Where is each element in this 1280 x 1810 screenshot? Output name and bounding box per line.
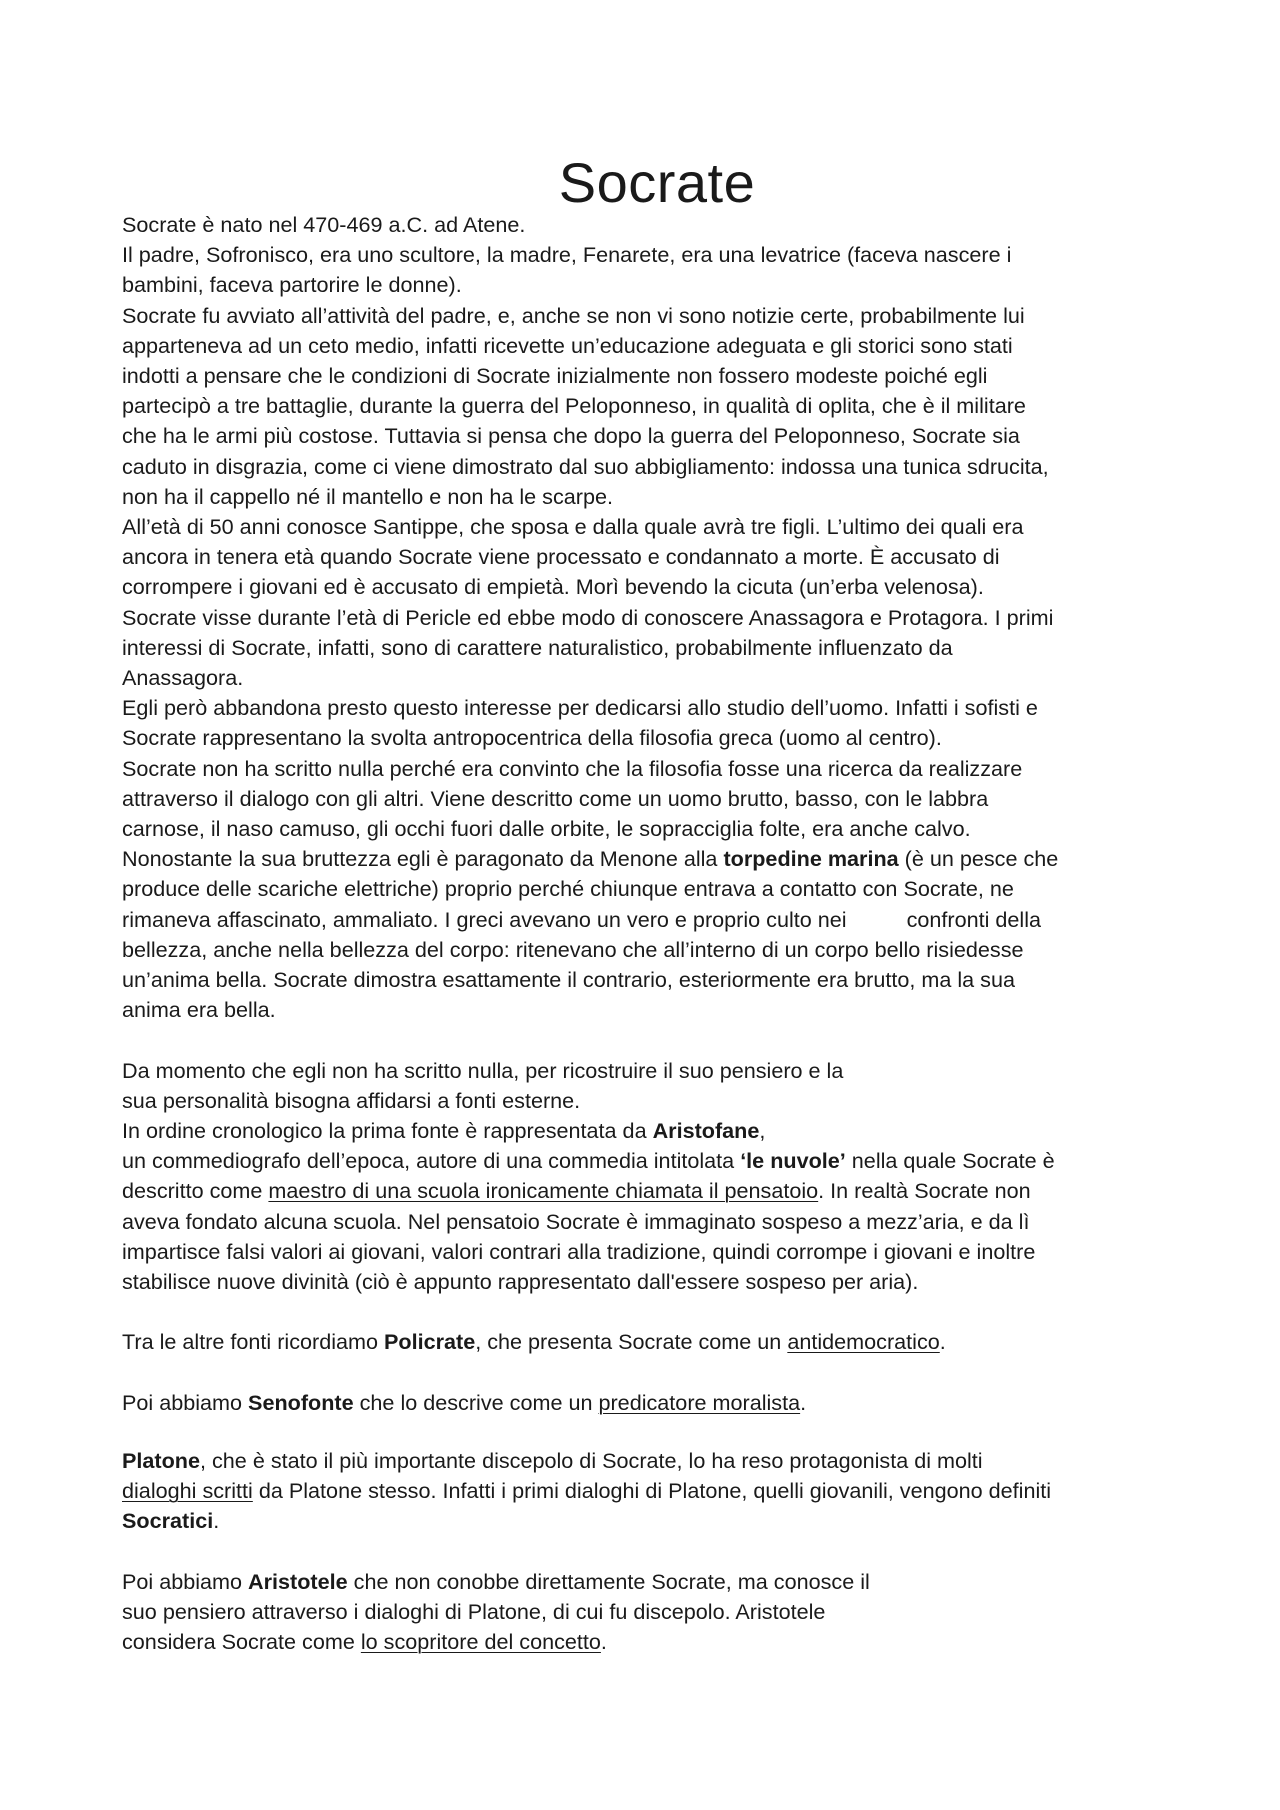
text-run: (è un pesce che	[898, 846, 1059, 872]
text-run: .	[800, 1389, 807, 1415]
text-run: . In realtà Socrate non	[818, 1178, 1031, 1204]
text-run: un commediografo dell’epoca, autore di una commedia intitolata	[122, 1148, 741, 1174]
text-line: Socrate è nato nel 470-469 a.C. ad Atene.	[122, 212, 526, 237]
text-run: che non conobbe direttamente Socrate, ma conosce il	[347, 1568, 870, 1594]
paragraph-gap	[122, 1025, 1162, 1055]
text-line: Socrate visse durante l’età di Pericle ed ebbe modo di conoscere Anassagora e Protagora. I primi	[122, 604, 1054, 630]
text-line: Socrate non ha scritto nulla perché era convinto che la filosofia fosse una ricerca da realizzare	[122, 755, 1023, 781]
text-run: ,	[759, 1118, 766, 1144]
paragraph-gap	[122, 1537, 1162, 1567]
bold-term-policrate: Policrate	[384, 1329, 476, 1355]
text-line: bambini, faceva partorire le donne).	[122, 272, 462, 298]
text-line: carnose, il naso camuso, gli occhi fuori dalle orbite, le sopracciglia folte, era anche calvo.	[122, 816, 971, 842]
text-line: interessi di Socrate, infatti, sono di carattere naturalistico, probabilmente influenzato da	[122, 634, 953, 660]
text-line: un’anima bella. Socrate dimostra esattamente il contrario, esteriormente era brutto, ma la sua	[122, 967, 1015, 993]
bold-term-senofonte: Senofonte	[248, 1389, 354, 1415]
underlined-term-scopritore-del-concetto: lo scopritore del concetto	[360, 1629, 601, 1655]
text-run: .	[939, 1329, 946, 1355]
text-line-maestro	[122, 1176, 1162, 1206]
text-line: caduto in disgrazia, come ci viene dimostrato dal suo abbigliamento: indossa una tunica sdrucita,	[122, 453, 1049, 479]
text-line: produce delle scariche elettriche) proprio perché chiunque entrava a contatto con Socrate, ne	[122, 876, 1014, 902]
text-line: All’età di 50 anni conosce Santippe, che sposa e dalla quale avrà tre figli. L’ultimo dei quali era	[122, 514, 1024, 540]
text-line: non ha il cappello né il mantello e non ha le scarpe.	[122, 483, 613, 509]
text-line: Il padre, Sofronisco, era uno scultore, la madre, Fenarete, era una levatrice (faceva nascere i	[122, 242, 1012, 268]
text-line-senofonte	[122, 1388, 1162, 1418]
text-run: , che è stato il più importante discepolo di Socrate, lo ha reso protagonista di molti	[200, 1448, 983, 1474]
text-line-platone	[122, 1446, 1162, 1476]
text-run: , che presenta Socrate come un	[475, 1329, 788, 1355]
text-line-socratici	[122, 1506, 1162, 1536]
text-line-concetto	[122, 1627, 1162, 1657]
text-line: Socrate rappresentano la svolta antropocentrica della filosofia greca (uomo al centro).	[122, 725, 942, 751]
text-run: .	[600, 1629, 607, 1655]
text-line: corrompere i giovani ed è accusato di empietà. Morì bevendo la cicuta (un’erba velenosa).	[122, 574, 984, 600]
underlined-term-dialoghi-scritti: dialoghi scritti	[122, 1478, 253, 1504]
page-title: Socrate	[558, 151, 756, 214]
text-run: che lo descrive come un	[353, 1389, 599, 1415]
text-line: Egli però abbandona presto questo interesse per dedicarsi allo studio dell’uomo. Infatti i sofisti e	[122, 695, 1038, 721]
text-line-aristofane	[122, 1116, 1162, 1146]
paragraph-gap	[122, 1432, 1162, 1446]
text-run: considera Socrate come	[122, 1629, 361, 1655]
text-run: Poi abbiamo	[122, 1568, 249, 1594]
text-line: partecipò a tre battaglie, durante la guerra del Peloponneso, in qualità di oplita, che è il militare	[122, 393, 1026, 419]
bold-term-aristotele: Aristotele	[248, 1568, 348, 1594]
text-line: rimaneva affascinato, ammaliato. I greci avevano un vero e proprio culto nei confronti della	[122, 906, 1042, 932]
text-run: Tra le altre fonti ricordiamo	[122, 1329, 385, 1355]
text-run: nella quale Socrate è	[845, 1148, 1055, 1174]
paragraph-gap	[122, 1358, 1162, 1388]
text-line: suo pensiero attraverso i dialoghi di Platone, di cui fu discepolo. Aristotele	[122, 1599, 826, 1625]
text-line: ancora in tenera età quando Socrate viene processato e condannato a morte. È accusato di	[122, 544, 1000, 570]
bold-term-platone: Platone	[122, 1448, 200, 1474]
text-line: indotti a pensare che le condizioni di Socrate inizialmente non fossero modeste poiché egli	[122, 363, 988, 389]
text-line-nuvole	[122, 1146, 1162, 1176]
paragraph-gap	[122, 1297, 1162, 1327]
text-line: Socrate fu avviato all’attività del padre, e, anche se non vi sono notizie certe, probabilmente lui	[122, 302, 1025, 328]
text-run: Poi abbiamo	[122, 1389, 249, 1415]
text-run: Nonostante la sua bruttezza egli è paragonato da Menone alla	[122, 846, 724, 872]
document-body	[122, 210, 1162, 1657]
text-line: attraverso il dialogo con gli altri. Viene descritto come un uomo brutto, basso, con le labbra	[122, 785, 989, 811]
text-line: aveva fondato alcuna scuola. Nel pensatoio Socrate è immaginato sospeso a mezz’aria, e da lì	[122, 1208, 1030, 1234]
paragraph-gap	[122, 1418, 1162, 1432]
text-line-policrate	[122, 1327, 1162, 1357]
underlined-term-predicatore-moralista: predicatore moralista	[598, 1389, 801, 1415]
text-line: apparteneva ad un ceto medio, infatti ricevette un’educazione adeguata e gli storici sono stati	[122, 332, 1013, 358]
text-line: stabilisce nuove divinità (ciò è appunto rappresentato dall'essere sospeso per aria).	[122, 1269, 919, 1295]
bold-term-aristofane: Aristofane	[652, 1118, 760, 1144]
text-line: bellezza, anche nella bellezza del corpo: ritenevano che all’interno di un corpo bello risiedesse	[122, 936, 1024, 962]
text-line: anima era bella.	[122, 997, 276, 1023]
text-line-torpedine	[122, 844, 1162, 874]
underlined-term-antidemocratico: antidemocratico	[787, 1329, 940, 1355]
bold-term-torpedine-marina: torpedine marina	[723, 846, 899, 872]
text-run: descritto come	[122, 1178, 269, 1204]
document-page	[122, 150, 1162, 1657]
text-run: In ordine cronologico la prima fonte è rappresentata da	[122, 1118, 653, 1144]
text-line: Da momento che egli non ha scritto nulla, per ricostruire il suo pensiero e la	[122, 1057, 844, 1083]
text-run: da Platone stesso. Infatti i primi dialoghi di Platone, quelli giovanili, vengono definiti	[252, 1478, 1052, 1504]
text-line: sua personalità bisogna affidarsi a fonti esterne.	[122, 1087, 581, 1113]
text-line: impartisce falsi valori ai giovani, valori contrari alla tradizione, quindi corrompe i giovani e inoltre	[122, 1238, 1036, 1264]
text-line: Anassagora.	[122, 665, 244, 691]
underlined-term-maestro: maestro di una scuola ironicamente chiamata il pensatoio	[268, 1178, 819, 1204]
text-line-dialoghi	[122, 1476, 1162, 1506]
bold-term-socratici: Socratici	[122, 1508, 214, 1534]
text-run: .	[213, 1508, 220, 1534]
bold-term-le-nuvole: ‘le nuvole’	[740, 1148, 846, 1174]
text-line: che ha le armi più costose. Tuttavia si pensa che dopo la guerra del Peloponneso, Socrate sia	[122, 423, 1020, 449]
text-line-aristotele	[122, 1567, 1162, 1597]
